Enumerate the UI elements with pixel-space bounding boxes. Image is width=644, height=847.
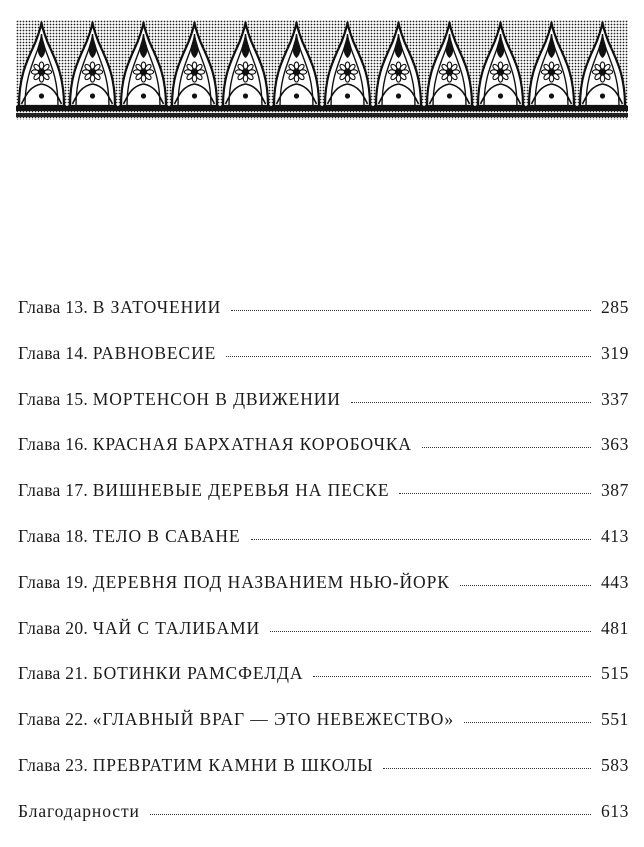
toc-entry[interactable]: [18, 480, 629, 526]
toc-entry-title: [18, 389, 341, 410]
dot-leader: [313, 675, 591, 677]
dot-leader: [226, 355, 591, 357]
page-number: 319: [600, 342, 629, 363]
dot-leader: [231, 309, 591, 311]
page-number: 443: [600, 571, 629, 592]
page-number: 551: [600, 709, 629, 730]
dot-leader: [383, 767, 591, 769]
dot-leader: [460, 584, 591, 586]
page-number: 413: [600, 525, 629, 546]
toc-entry-title: [18, 801, 140, 822]
toc-entry[interactable]: [18, 801, 629, 847]
chapter-title: ДЕРЕВНЯ ПОД НАЗВАНИЕМ НЬЮ-ЙОРК: [92, 571, 450, 592]
page-number: 613: [600, 800, 629, 821]
toc-entry[interactable]: [18, 343, 629, 389]
chapter-title: «ГЛАВНЫЙ ВРАГ — ЭТО НЕВЕЖЕСТВО»: [92, 709, 454, 730]
chapter-label: Глава 17.: [18, 480, 89, 501]
chapter-title: МОРТЕНСОН В ДВИЖЕНИИ: [92, 388, 341, 409]
dot-leader: [399, 492, 591, 494]
toc-entry-title: [18, 663, 303, 684]
toc-entry-title: [18, 618, 260, 639]
chapter-title: БОТИНКИ РАМСФЕЛДА: [92, 663, 304, 684]
toc-entry-title: [18, 526, 241, 547]
page-number: 363: [600, 434, 629, 455]
toc-entry[interactable]: [18, 618, 629, 664]
toc-entry-title: [18, 434, 412, 455]
dot-leader: [251, 538, 591, 540]
toc-entry-title: [18, 480, 389, 501]
chapter-label: Глава 20.: [18, 617, 89, 638]
dot-leader: [464, 721, 591, 723]
chapter-label: Глава 21.: [18, 663, 89, 684]
toc-entry[interactable]: [18, 709, 629, 755]
toc-entry[interactable]: [18, 572, 629, 618]
page-number: 285: [600, 297, 629, 317]
chapter-title: ЧАЙ С ТАЛИБАМИ: [92, 617, 261, 638]
table-of-contents: [18, 297, 629, 847]
toc-entry[interactable]: [18, 389, 629, 435]
chapter-title: Благодарности: [18, 800, 140, 821]
chapter-label: Глава 14.: [18, 342, 89, 363]
toc-entry[interactable]: [18, 755, 629, 801]
toc-entry-title: [18, 709, 454, 730]
page-number: 337: [600, 388, 629, 409]
ornamental-border-icon: [16, 20, 628, 120]
chapter-label: Глава 18.: [18, 525, 89, 546]
page-number: 583: [600, 754, 629, 775]
chapter-label: Глава 13.: [18, 297, 89, 317]
toc-entry[interactable]: [18, 526, 629, 572]
chapter-title: В ЗАТОЧЕНИИ: [92, 297, 222, 317]
dot-leader: [422, 446, 591, 448]
toc-entry-title: [18, 297, 221, 318]
chapter-title: ПРЕВРАТИМ КАМНИ В ШКОЛЫ: [92, 754, 374, 775]
page-number: 515: [600, 663, 629, 684]
toc-entry[interactable]: [18, 297, 629, 343]
chapter-label: Глава 16.: [18, 434, 89, 455]
toc-entry-title: [18, 572, 450, 593]
page-number: 481: [600, 617, 629, 638]
toc-entry[interactable]: [18, 434, 629, 480]
chapter-label: Глава 19.: [18, 571, 89, 592]
chapter-label: Глава 23.: [18, 754, 89, 775]
toc-entry-title: [18, 343, 216, 364]
toc-entry-title: [18, 755, 373, 776]
chapter-title: РАВНОВЕСИЕ: [92, 342, 217, 363]
chapter-title: ТЕЛО В САВАНЕ: [92, 525, 241, 546]
chapter-label: Глава 15.: [18, 388, 89, 409]
chapter-label: Глава 22.: [18, 709, 89, 730]
chapter-title: КРАСНАЯ БАРХАТНАЯ КОРОБОЧКА: [92, 434, 412, 455]
dot-leader: [270, 630, 591, 632]
toc-entry[interactable]: [18, 663, 629, 709]
chapter-title: ВИШНЕВЫЕ ДЕРЕВЬЯ НА ПЕСКЕ: [92, 480, 390, 501]
page-number: 387: [600, 480, 629, 501]
dot-leader: [150, 813, 591, 815]
dot-leader: [351, 401, 591, 403]
